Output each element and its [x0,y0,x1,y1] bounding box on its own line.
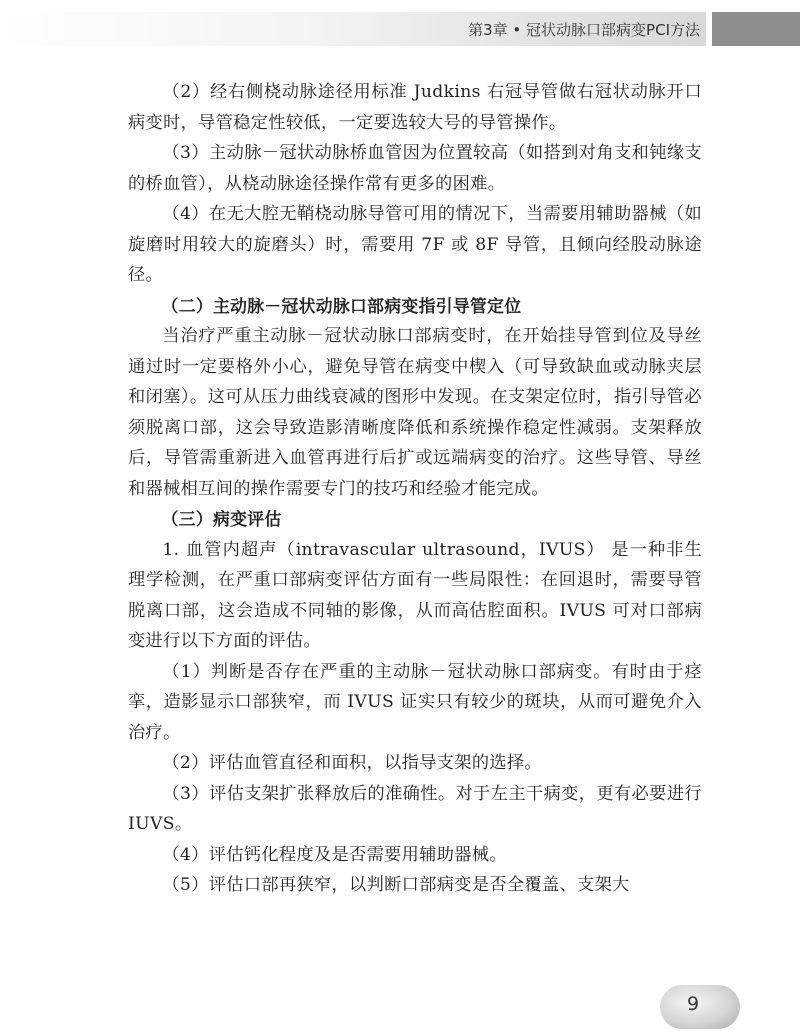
paragraph: （4）评估钙化程度及是否需要用辅助器械。 [162,844,507,865]
page-number: 9 [686,993,700,1015]
paragraph: 当治疗严重主动脉－冠状动脉口部病变时，在开始挂导管到位及导丝通过时一定要格外小心，避免导管在病变中楔入（可导致缺血或动脉夹层和闭塞）。这可从压力曲线衰减的图形中发现。在支架定位时，指引导管必须脱离口部，这会导致造影清晰度降低和系统操作稳定性减弱。支架释放后，导管需重新进入血管再进行后扩或远端病变的治疗。这些导管、导丝和器械相互间的操作需要专门的技巧和经验才能完成。 [128,326,702,499]
paragraph: （1）判断是否存在严重的主动脉－冠状动脉口部病变。有时由于痉挛，造影显示口部狭窄，而 IVUS 证实只有较少的斑块，从而可避免介入治疗。 [128,661,702,743]
paragraph: （5）评估口部再狭窄，以判断口部病变是否全覆盖、支架大 [162,875,630,895]
section-heading: （二）主动脉－冠状动脉口部病变指引导管定位 [161,295,522,316]
paragraph: （4）在无大腔无鞘桡动脉导管可用的情况下，当需要用辅助器械（如旋磨时用较大的旋磨头）时，需要用 7F 或 8F 导管，且倾向经股动脉途径。 [128,204,702,285]
paragraph: （3）主动脉－冠状动脉桥血管因为位置较高（如搭到对角支和钝缘支的桥血管），从桡动脉途径操作常有更多的困难。 [128,143,702,194]
page-body [128,77,702,901]
header-tab [712,12,800,46]
section-heading: （三）病变评估 [161,509,282,529]
page-number-badge [660,985,740,1029]
paragraph: （2）经右侧桡动脉途径用标准 Judkins 右冠导管做右冠状动脉开口病变时，导管稳定性较低，一定要选较大号的导管操作。 [128,82,702,133]
chapter-header [0,12,800,46]
chapter-title: 第3章 • 冠状动脉口部病变PCI方法 [468,21,700,39]
paragraph: （3）评估支架扩张释放后的准确性。对于左主干病变，更有必要进行 IUVS。 [128,783,702,834]
paragraph: （2）评估血管直径和面积，以指导支架的选择。 [162,753,542,773]
paragraph: 1. 血管内超声（intravascular ultrasound，IVUS） 是一种非生理学检测，在严重口部病变评估方面有一些局限性：在回退时，需要导管脱离口部，这会造成不同轴的影像，从而高估腔面积。IVUS 可对口部病变进行以下方面的评估。 [128,539,702,651]
